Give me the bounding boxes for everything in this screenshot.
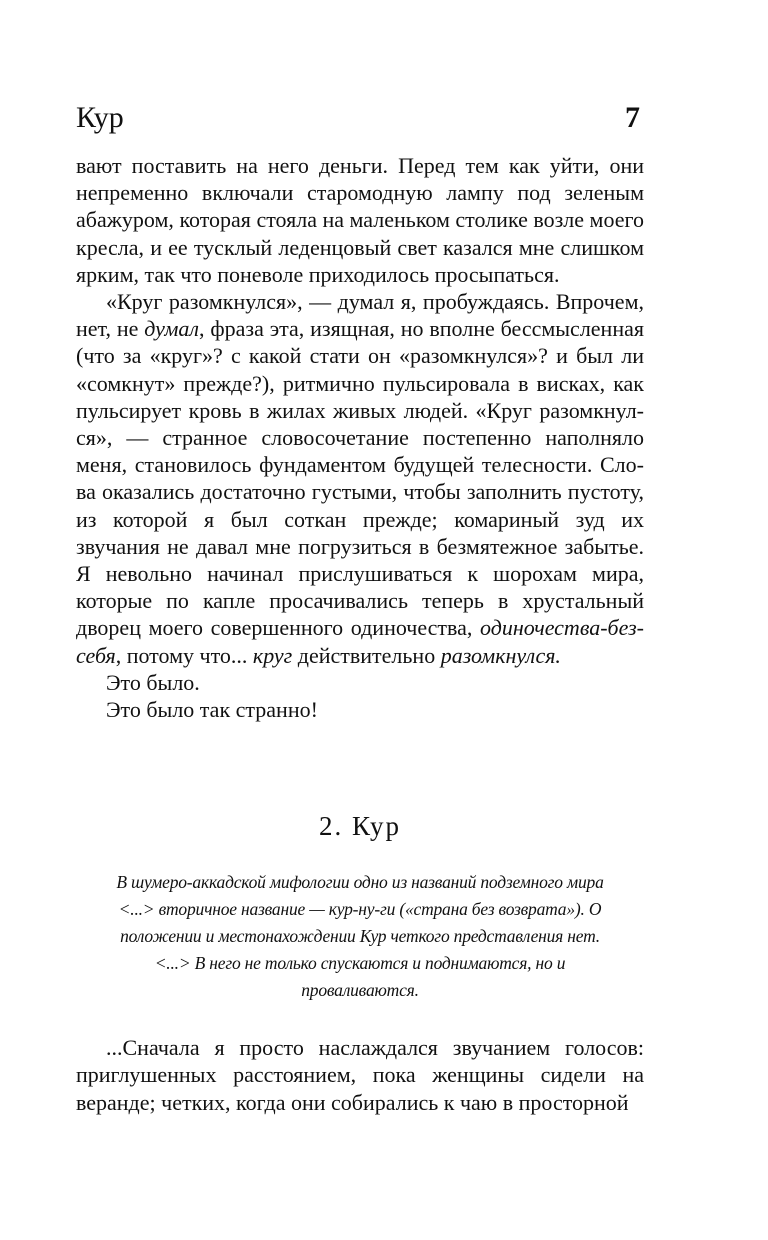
paragraph bbox=[76, 288, 644, 669]
paragraph: вают поставить на него деньги. Перед тем как уйти, они непременно включали старомодную лампу под зеленым абажуром, которая стояла на маленьком столике возле моего кресла, и ее тусклый леденцовый свет казался мне слишком ярким, так что поневоле приходилось просыпаться. bbox=[76, 153, 644, 287]
page-number: 7 bbox=[625, 101, 640, 134]
paragraph: ...Сначала я просто наслаждался звучанием голосов: приглушенных расстоянием, пока женщины сидели на веранде; четких, когда они собирались к чаю в просторной bbox=[76, 1035, 644, 1115]
chapter-heading: 2. Кур bbox=[319, 811, 401, 842]
text-run: , потому что... bbox=[115, 642, 253, 668]
italic-run: круг bbox=[252, 642, 293, 668]
text-run: действительно bbox=[292, 642, 441, 668]
paragraph: Это было. bbox=[106, 669, 200, 695]
paragraph: Это было так странно! bbox=[106, 697, 318, 723]
running-head bbox=[76, 98, 644, 138]
italic-run: думал bbox=[144, 316, 199, 342]
italic-run: разомкнулся. bbox=[440, 642, 561, 668]
text-run: , фраза эта, изящная, но вполне бессмысленная (что за «круг»? с какой стати он «разомкнулся»? и был ли «сомкнут» прежде?), ритмично пульсировала в висках, как пульсирует кровь в жилах живых людей. «Круг разомкнулся», — странное словосочетание постепенно наполняло меня, становилось фундаментом будущей телесности. Слова оказались достаточно густыми, чтобы заполнить пустоту, из которой я был соткан прежде; комариный зуд их звучания не давал мне погрузиться в безмятежное забытье. Я невольно начинал прислушиваться к шорохам мира, которые по капле просачивались теперь в хрустальный дворец моего совершенного одиночества, bbox=[76, 316, 644, 641]
book-page bbox=[76, 98, 644, 1116]
epigraph: В шумеро-аккадской мифологии одно из названий подземного мира <...> вторичное название — кур-ну-ги («страна без возврата»). О положении и местонахождении Кур четкого представления нет. <...> В него не только спускаются и поднимаются, но и проваливаются. bbox=[116, 872, 604, 1001]
chapter-body-text bbox=[76, 1034, 644, 1116]
running-head-title: Кур bbox=[76, 101, 124, 134]
body-text bbox=[76, 152, 644, 723]
italic-run: одиночества-без-себя bbox=[76, 615, 644, 668]
text-run: «Круг разомкнулся», — думал я, пробуждаясь. Впрочем, нет, не bbox=[76, 289, 644, 342]
